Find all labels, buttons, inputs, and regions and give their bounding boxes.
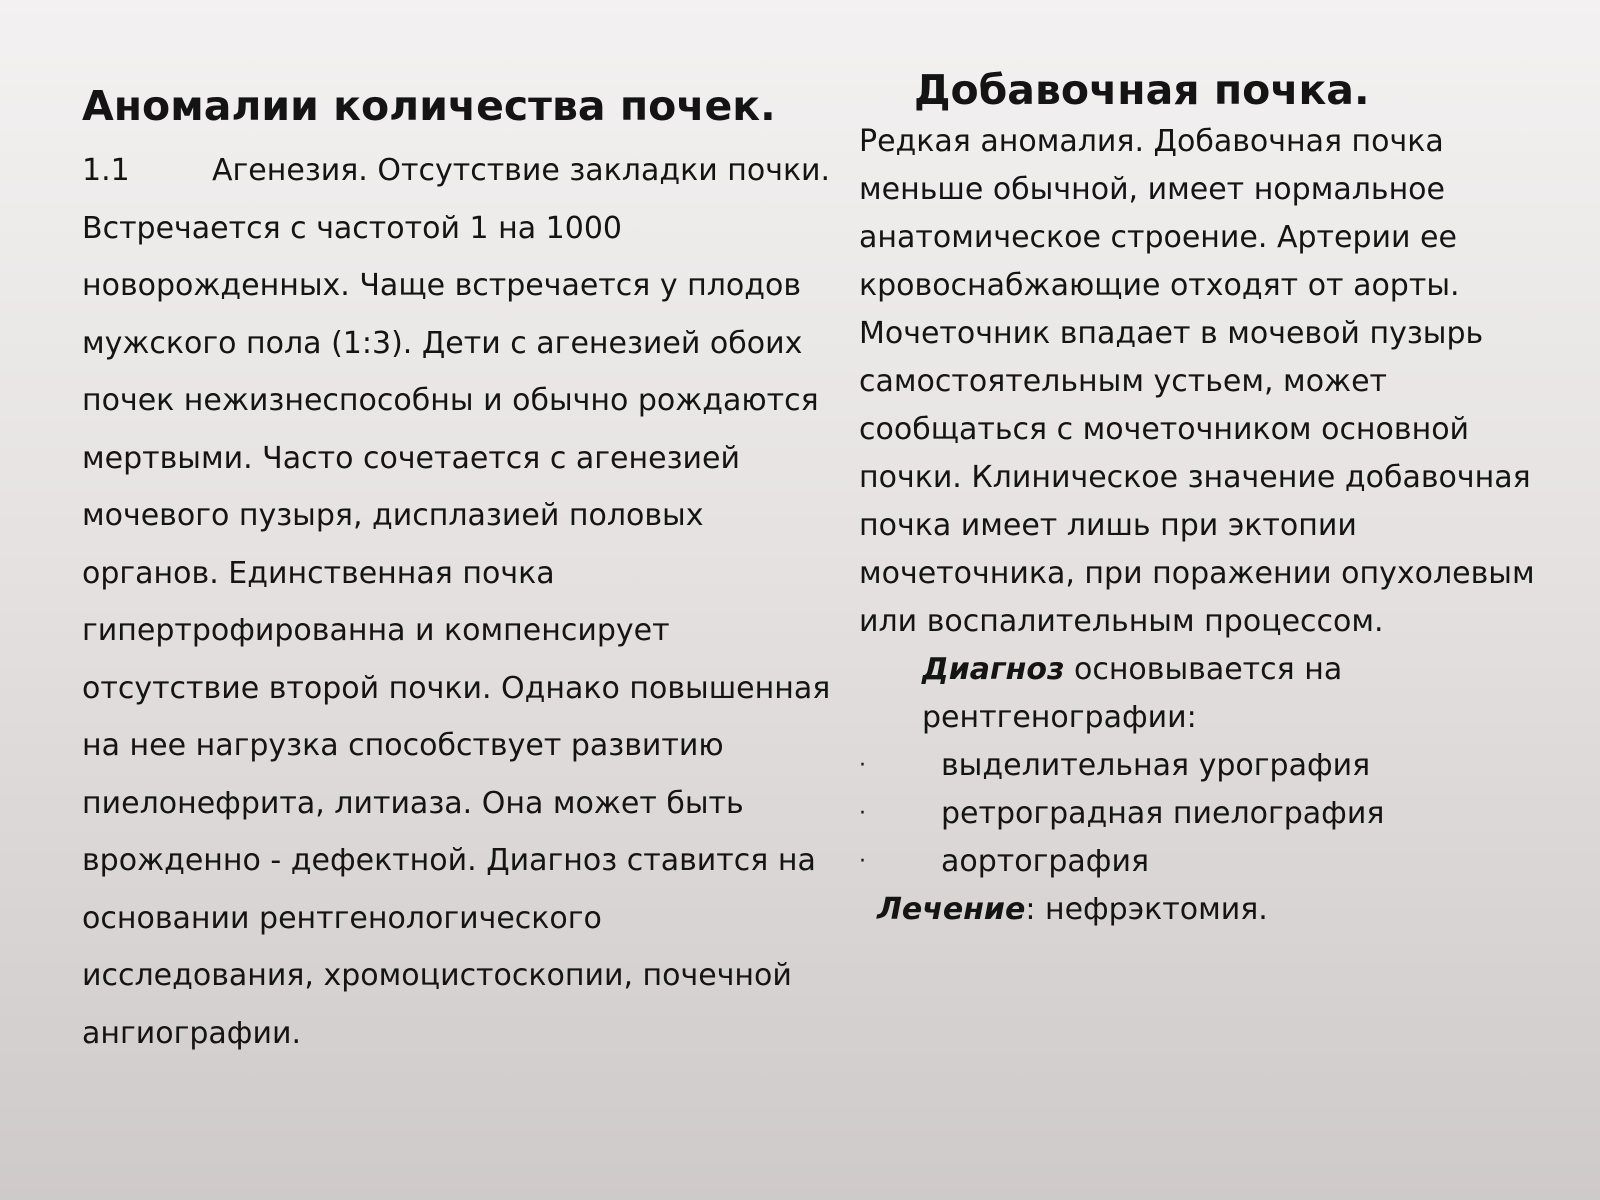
- list-item: [859, 838, 1549, 886]
- list-item-text: ретроградная пиелография: [941, 796, 1385, 831]
- bullet-icon: ·: [859, 801, 866, 826]
- right-column: [859, 62, 1549, 934]
- diagnosis-line: [859, 646, 1549, 742]
- right-title: Добавочная почка.: [914, 66, 1370, 114]
- treatment-line: [859, 886, 1549, 934]
- list-item-text: выделительная урография: [941, 748, 1371, 783]
- diagnosis-text: основывается на рентгенографии:: [922, 652, 1343, 735]
- bullet-icon: ·: [859, 849, 866, 874]
- left-title: Аномалии количества почек.: [82, 82, 776, 130]
- agenesis-text: Агенезия. Отсутствие закладки почки. Встречается с частотой 1 на 1000 новорожденных. Чаще встречается у плодов мужского пола (1:3). Дети с агенезией обоих почек нежизнеспособны и обычно рождаются мертвыми. Часто сочетается с агенезией мочевого пузыря, дисплазией половых органов. Единственная почка гипертрофированна и компенсирует отсутствие второй почки. Однако повышенная на нее нагрузка способствует развитию пиелонефрита, литиаза. Она может быть врожденно - дефектной. Диагноз ставится на основании рентгенологического исследования, хромоцистоскопии, почечной ангиографии.: [82, 153, 831, 1051]
- left-column: [82, 78, 832, 1062]
- list-item: [859, 742, 1549, 790]
- treatment-text: : нефрэктомия.: [1025, 892, 1268, 927]
- list-item-text: аортография: [941, 844, 1149, 879]
- item-number: 1.1: [82, 153, 130, 188]
- bullet-icon: ·: [859, 753, 866, 778]
- list-item: [859, 790, 1549, 838]
- diagnosis-label: Диагноз: [922, 652, 1065, 687]
- diagnosis-methods-list: [859, 742, 1549, 886]
- treatment-label: Лечение: [877, 892, 1026, 927]
- agenesis-paragraph: [82, 142, 832, 1062]
- accessory-kidney-paragraph: Редкая аномалия. Добавочная почка меньше обычной, имеет нормальное анатомическое строение. Артерии ее кровоснабжающие отходят от аорты. Мочеточник впадает в мочевой пузырь самостоятельным устьем, может сообщаться с мочеточником основной почки. Клиническое значение добавочная почка имеет лишь при эктопии мочеточника, при поражении опухолевым или воспалительным процессом.: [859, 124, 1535, 639]
